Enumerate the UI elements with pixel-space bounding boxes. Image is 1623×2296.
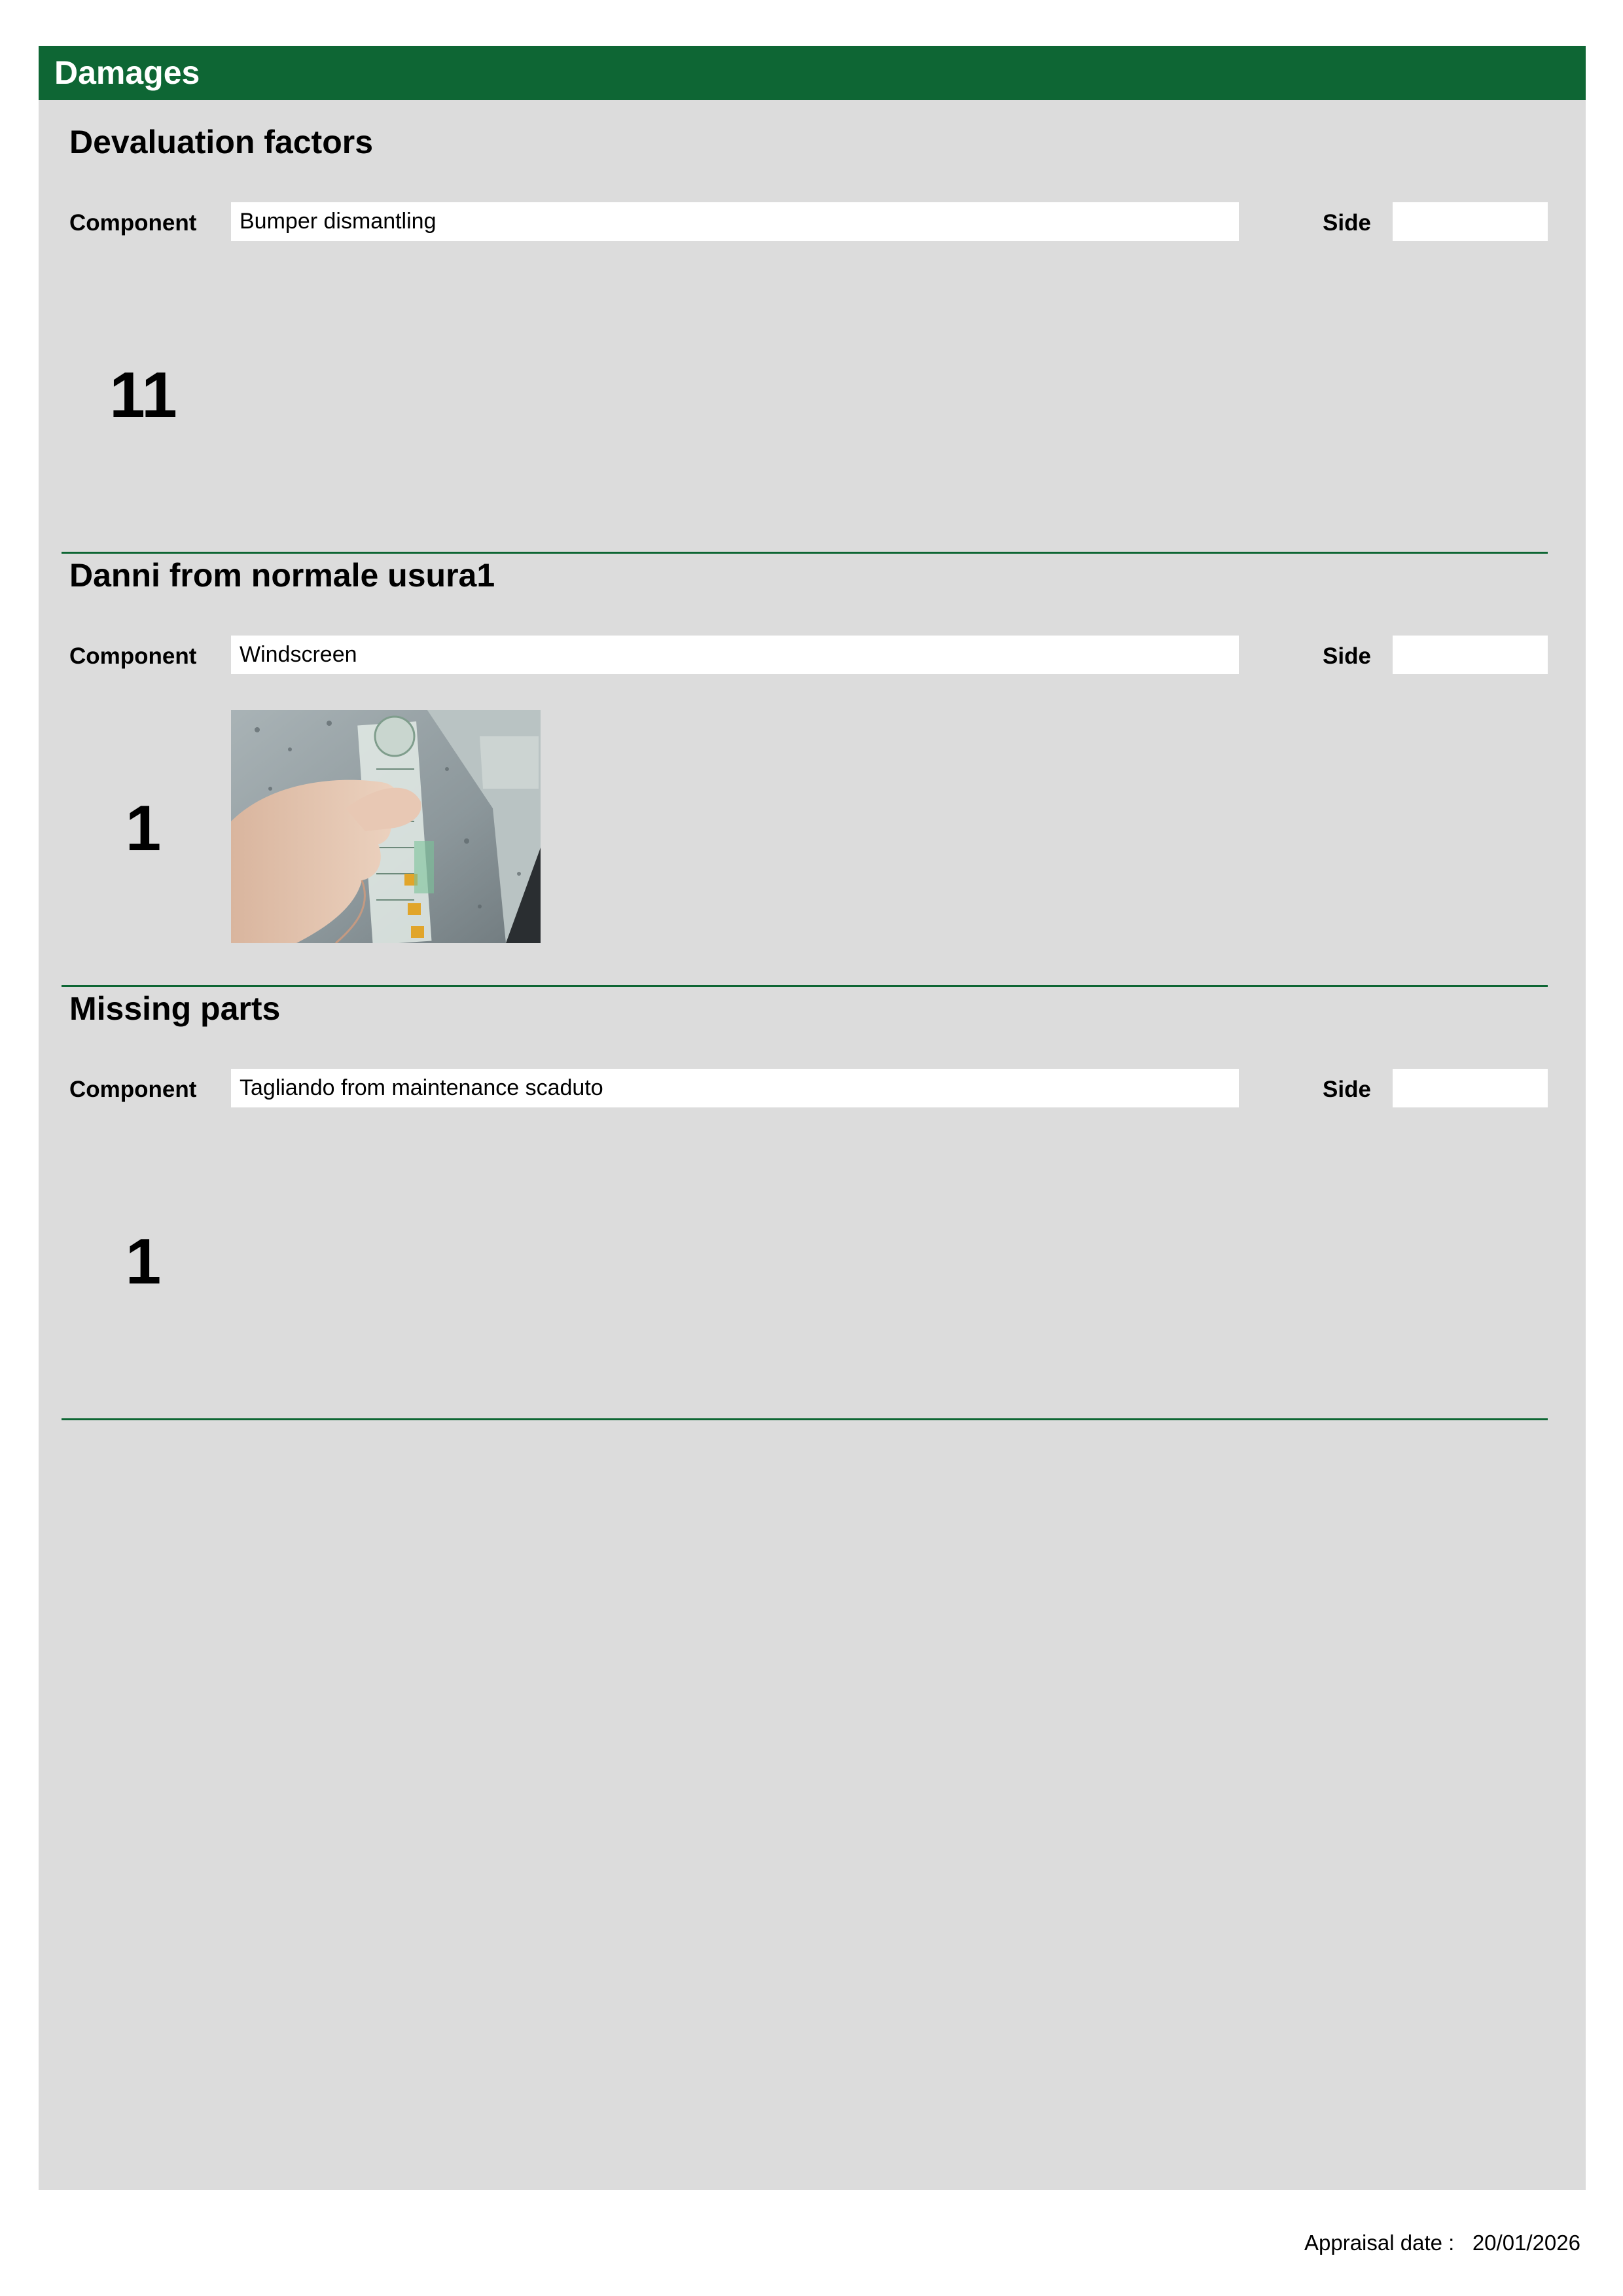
- appraisal-date-label: Appraisal date :: [1304, 2231, 1455, 2255]
- damage-count: 1: [125, 792, 162, 864]
- section-title: Devaluation factors: [69, 124, 374, 160]
- side-label: Side: [1323, 210, 1371, 236]
- damage-count: 1: [125, 1225, 162, 1297]
- side-field: [1393, 636, 1548, 674]
- windscreen-damage-photo[interactable]: [231, 710, 541, 943]
- component-field: Bumper dismantling: [231, 202, 1239, 241]
- section-title: Missing parts: [69, 990, 281, 1027]
- windscreen-photo-image: [231, 710, 541, 943]
- section-title: Danni from normale usura1: [69, 557, 495, 594]
- component-label: Component: [69, 643, 197, 669]
- component-label: Component: [69, 210, 197, 236]
- damage-count: 11: [109, 359, 177, 431]
- section-missing-parts: [39, 986, 1586, 1420]
- side-label: Side: [1323, 1077, 1371, 1102]
- appraisal-date-value: 20/01/2026: [1472, 2231, 1580, 2255]
- component-field: Windscreen: [231, 636, 1239, 674]
- section-devaluation-factors: [39, 120, 1586, 553]
- component-field: Tagliando from maintenance scaduto: [231, 1069, 1239, 1107]
- damages-header: Damages: [39, 46, 1586, 100]
- appraisal-date: [1304, 2231, 1580, 2255]
- damages-panel: [39, 46, 1586, 2190]
- component-label: Component: [69, 1077, 197, 1102]
- section-divider: [62, 1418, 1548, 1420]
- side-field: [1393, 202, 1548, 241]
- side-label: Side: [1323, 643, 1371, 669]
- section-normal-wear-damage: [39, 553, 1586, 986]
- side-field: [1393, 1069, 1548, 1107]
